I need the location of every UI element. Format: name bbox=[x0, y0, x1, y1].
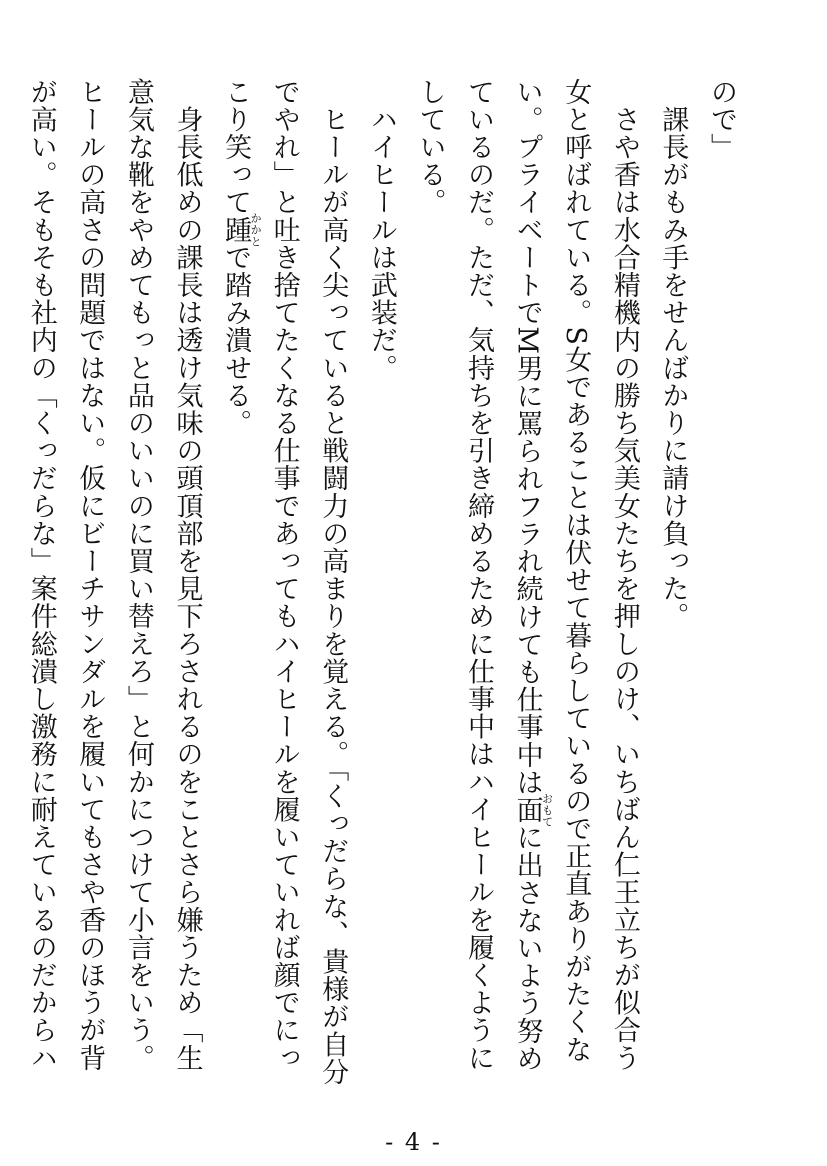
ruby-kakato bbox=[220, 212, 263, 248]
ruby-reading: かかと bbox=[249, 212, 263, 248]
paragraph-text: 身長低めの課長は透け気味の頭頂部を見下ろされるのをことさら嫌うため「生意気な靴をやめてもっと品のいいのに買い替えろ」と何かにつけて小言をいう。ヒールの高さの問題ではない。仮にビーチサンダルを履いてもさや香のほうが背が高い。そもそも社内の「くっだらな」案件総潰し激務に耐えているのだからハ bbox=[25, 78, 203, 1072]
paragraph-text: さや香は水合精機内の勝ち気美女たちを押しのけ、いちばん仁王立ちが似合う女と呼ばれている。S女であることは伏せて暮らしているので正直ありがたくない。プライベートでM男に罵られフラれ続けても仕事中は bbox=[511, 78, 640, 1072]
ruby-base: 面 bbox=[511, 792, 543, 828]
paragraph bbox=[405, 78, 648, 1088]
paragraph bbox=[16, 78, 210, 1088]
paragraph-text: 課長がもみ手をせんばかりに請け負った。 bbox=[657, 105, 689, 631]
paragraph-text: ハイヒールは武装だ。 bbox=[365, 105, 397, 382]
ruby-omote bbox=[511, 792, 554, 828]
ruby-reading: おもて bbox=[540, 792, 554, 828]
paragraph-text: ヒールが高く尖っていると戦闘力の高まりを覚える。「くっだらな、貴様が自分でやれ」と吐き捨てたくなる仕事であってもハイヒールを履いていれば顔でにっこり笑って bbox=[220, 78, 349, 1086]
page-number: - 4 - bbox=[385, 1128, 442, 1156]
paragraph bbox=[648, 78, 697, 1088]
vertical-text-body bbox=[25, 78, 745, 1088]
paragraph-text: で踏み潰せる。 bbox=[220, 243, 252, 437]
paragraph-text: に出さないよう努めているのだ。ただ、気持ちを引き締めるために仕事中はハイヒールを履くようにしている。 bbox=[414, 78, 543, 1073]
ruby-base: 踵 bbox=[220, 212, 252, 248]
paragraph bbox=[696, 78, 745, 1088]
paragraph bbox=[210, 78, 356, 1088]
paragraph bbox=[356, 78, 405, 1088]
paragraph-text: ので」 bbox=[706, 78, 737, 161]
